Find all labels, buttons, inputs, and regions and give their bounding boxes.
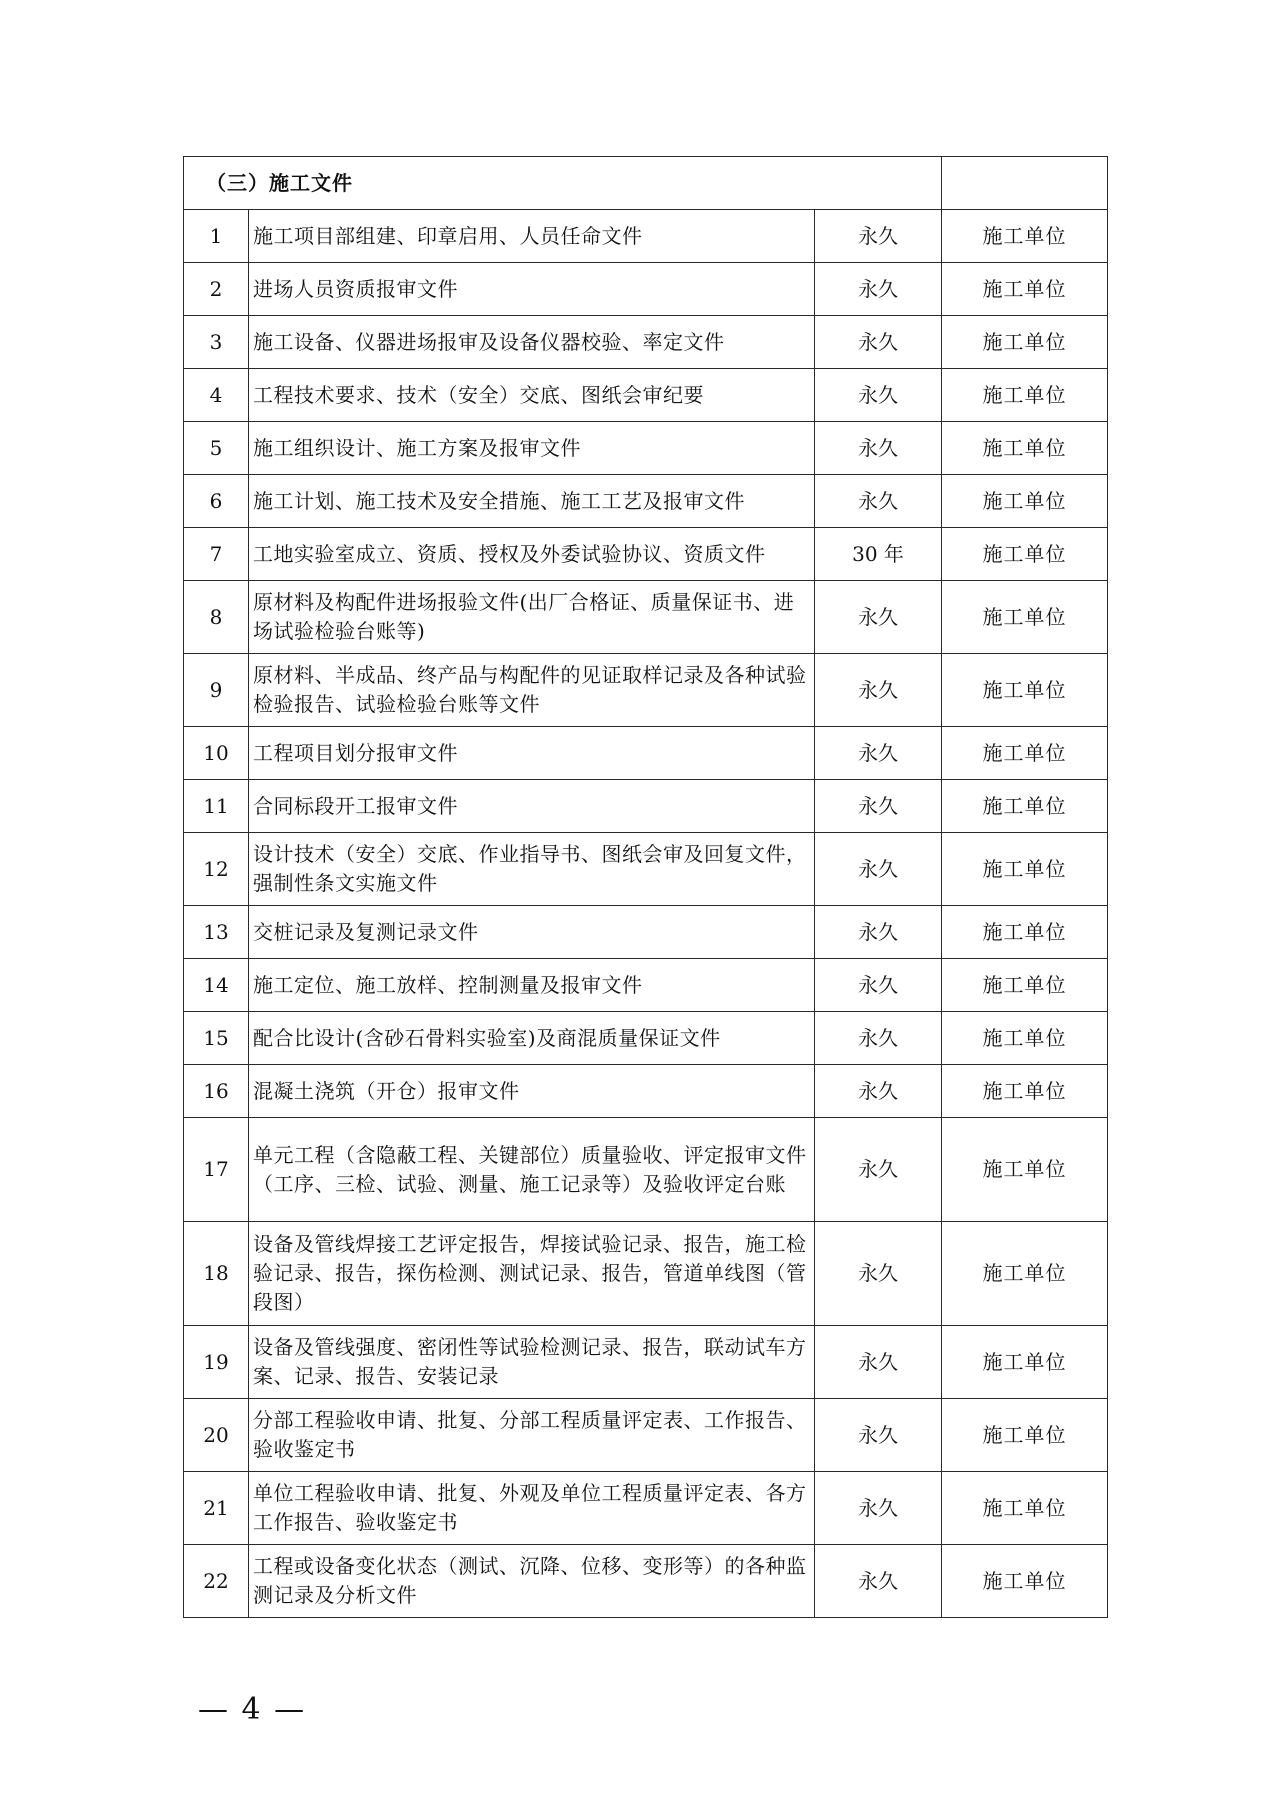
responsible-unit: 施工单位 xyxy=(942,1065,1108,1118)
responsible-unit: 施工单位 xyxy=(942,475,1108,528)
responsible-unit: 施工单位 xyxy=(942,263,1108,316)
file-name: 工地实验室成立、资质、授权及外委试验协议、资质文件 xyxy=(249,528,815,581)
responsible-unit: 施工单位 xyxy=(942,210,1108,263)
retention-period: 永久 xyxy=(815,1065,942,1118)
file-name: 工程或设备变化状态（测试、沉降、位移、变形等）的各种监测记录及分析文件 xyxy=(249,1545,815,1618)
file-name: 分部工程验收申请、批复、分部工程质量评定表、工作报告、验收鉴定书 xyxy=(249,1399,815,1472)
row-number: 20 xyxy=(184,1399,249,1472)
file-name: 施工计划、施工技术及安全措施、施工工艺及报审文件 xyxy=(249,475,815,528)
row-number: 4 xyxy=(184,369,249,422)
table-row xyxy=(184,1012,1108,1065)
row-number: 21 xyxy=(184,1472,249,1545)
responsible-unit: 施工单位 xyxy=(942,1472,1108,1545)
table-row xyxy=(184,263,1108,316)
row-number: 15 xyxy=(184,1012,249,1065)
retention-period: 永久 xyxy=(815,210,942,263)
retention-period: 永久 xyxy=(815,1222,942,1326)
table-row xyxy=(184,369,1108,422)
row-number: 7 xyxy=(184,528,249,581)
responsible-unit: 施工单位 xyxy=(942,581,1108,654)
file-name: 设备及管线焊接工艺评定报告，焊接试验记录、报告，施工检验记录、报告，探伤检测、测试记录、报告，管道单线图（管段图） xyxy=(249,1222,815,1326)
section-empty-cell xyxy=(942,157,1108,210)
retention-period: 永久 xyxy=(815,1012,942,1065)
table-row xyxy=(184,316,1108,369)
table-row xyxy=(184,654,1108,727)
responsible-unit: 施工单位 xyxy=(942,906,1108,959)
section-header-row xyxy=(184,157,1108,210)
file-name: 交桩记录及复测记录文件 xyxy=(249,906,815,959)
table-row xyxy=(184,422,1108,475)
responsible-unit: 施工单位 xyxy=(942,1545,1108,1618)
file-name: 进场人员资质报审文件 xyxy=(249,263,815,316)
row-number: 11 xyxy=(184,780,249,833)
retention-period: 永久 xyxy=(815,1326,942,1399)
row-number: 12 xyxy=(184,833,249,906)
row-number: 2 xyxy=(184,263,249,316)
row-number: 6 xyxy=(184,475,249,528)
table-row xyxy=(184,780,1108,833)
responsible-unit: 施工单位 xyxy=(942,528,1108,581)
responsible-unit: 施工单位 xyxy=(942,316,1108,369)
retention-period: 永久 xyxy=(815,1399,942,1472)
table-row xyxy=(184,906,1108,959)
retention-period: 永久 xyxy=(815,1472,942,1545)
file-name: 施工组织设计、施工方案及报审文件 xyxy=(249,422,815,475)
file-name: 配合比设计(含砂石骨料实验室)及商混质量保证文件 xyxy=(249,1012,815,1065)
retention-period: 30 年 xyxy=(815,528,942,581)
row-number: 19 xyxy=(184,1326,249,1399)
responsible-unit: 施工单位 xyxy=(942,727,1108,780)
file-name: 施工项目部组建、印章启用、人员任命文件 xyxy=(249,210,815,263)
responsible-unit: 施工单位 xyxy=(942,780,1108,833)
file-name: 原材料、半成品、终产品与构配件的见证取样记录及各种试验检验报告、试验检验台账等文件 xyxy=(249,654,815,727)
file-name: 合同标段开工报审文件 xyxy=(249,780,815,833)
row-number: 16 xyxy=(184,1065,249,1118)
table-row xyxy=(184,959,1108,1012)
retention-period: 永久 xyxy=(815,780,942,833)
responsible-unit: 施工单位 xyxy=(942,959,1108,1012)
row-number: 22 xyxy=(184,1545,249,1618)
row-number: 8 xyxy=(184,581,249,654)
row-number: 3 xyxy=(184,316,249,369)
row-number: 9 xyxy=(184,654,249,727)
retention-period: 永久 xyxy=(815,369,942,422)
file-name: 混凝土浇筑（开仓）报审文件 xyxy=(249,1065,815,1118)
retention-period: 永久 xyxy=(815,422,942,475)
responsible-unit: 施工单位 xyxy=(942,422,1108,475)
responsible-unit: 施工单位 xyxy=(942,1326,1108,1399)
file-name: 施工设备、仪器进场报审及设备仪器校验、率定文件 xyxy=(249,316,815,369)
file-name: 原材料及构配件进场报验文件(出厂合格证、质量保证书、进场试验检验台账等) xyxy=(249,581,815,654)
file-name: 工程项目划分报审文件 xyxy=(249,727,815,780)
retention-period: 永久 xyxy=(815,1545,942,1618)
retention-period: 永久 xyxy=(815,906,942,959)
row-number: 13 xyxy=(184,906,249,959)
section-title: （三）施工文件 xyxy=(184,157,942,210)
responsible-unit: 施工单位 xyxy=(942,1118,1108,1222)
page-number: — 4 — xyxy=(198,1692,307,1727)
responsible-unit: 施工单位 xyxy=(942,833,1108,906)
table-row xyxy=(184,581,1108,654)
file-name: 单元工程（含隐蔽工程、关键部位）质量验收、评定报审文件（工序、三检、试验、测量、施工记录等）及验收评定台账 xyxy=(249,1118,815,1222)
table-row xyxy=(184,528,1108,581)
row-number: 1 xyxy=(184,210,249,263)
file-name: 施工定位、施工放样、控制测量及报审文件 xyxy=(249,959,815,1012)
archive-table xyxy=(183,156,1108,1618)
file-name: 单位工程验收申请、批复、外观及单位工程质量评定表、各方工作报告、验收鉴定书 xyxy=(249,1472,815,1545)
responsible-unit: 施工单位 xyxy=(942,1222,1108,1326)
table-row xyxy=(184,1065,1108,1118)
row-number: 14 xyxy=(184,959,249,1012)
table-row xyxy=(184,210,1108,263)
table-row xyxy=(184,1399,1108,1472)
row-number: 5 xyxy=(184,422,249,475)
responsible-unit: 施工单位 xyxy=(942,369,1108,422)
retention-period: 永久 xyxy=(815,475,942,528)
table-row xyxy=(184,1472,1108,1545)
table-row xyxy=(184,1326,1108,1399)
responsible-unit: 施工单位 xyxy=(942,1399,1108,1472)
retention-period: 永久 xyxy=(815,833,942,906)
table-row xyxy=(184,475,1108,528)
retention-period: 永久 xyxy=(815,727,942,780)
table-row xyxy=(184,1545,1108,1618)
table-row xyxy=(184,727,1108,780)
file-name: 工程技术要求、技术（安全）交底、图纸会审纪要 xyxy=(249,369,815,422)
file-name: 设计技术（安全）交底、作业指导书、图纸会审及回复文件，强制性条文实施文件 xyxy=(249,833,815,906)
responsible-unit: 施工单位 xyxy=(942,654,1108,727)
table-row xyxy=(184,1222,1108,1326)
row-number: 10 xyxy=(184,727,249,780)
retention-period: 永久 xyxy=(815,654,942,727)
retention-period: 永久 xyxy=(815,263,942,316)
retention-period: 永久 xyxy=(815,316,942,369)
table-body xyxy=(184,157,1108,1618)
table-row xyxy=(184,833,1108,906)
retention-period: 永久 xyxy=(815,581,942,654)
retention-period: 永久 xyxy=(815,959,942,1012)
retention-period: 永久 xyxy=(815,1118,942,1222)
row-number: 18 xyxy=(184,1222,249,1326)
table-row xyxy=(184,1118,1108,1222)
file-name: 设备及管线强度、密闭性等试验检测记录、报告，联动试车方案、记录、报告、安装记录 xyxy=(249,1326,815,1399)
responsible-unit: 施工单位 xyxy=(942,1012,1108,1065)
row-number: 17 xyxy=(184,1118,249,1222)
